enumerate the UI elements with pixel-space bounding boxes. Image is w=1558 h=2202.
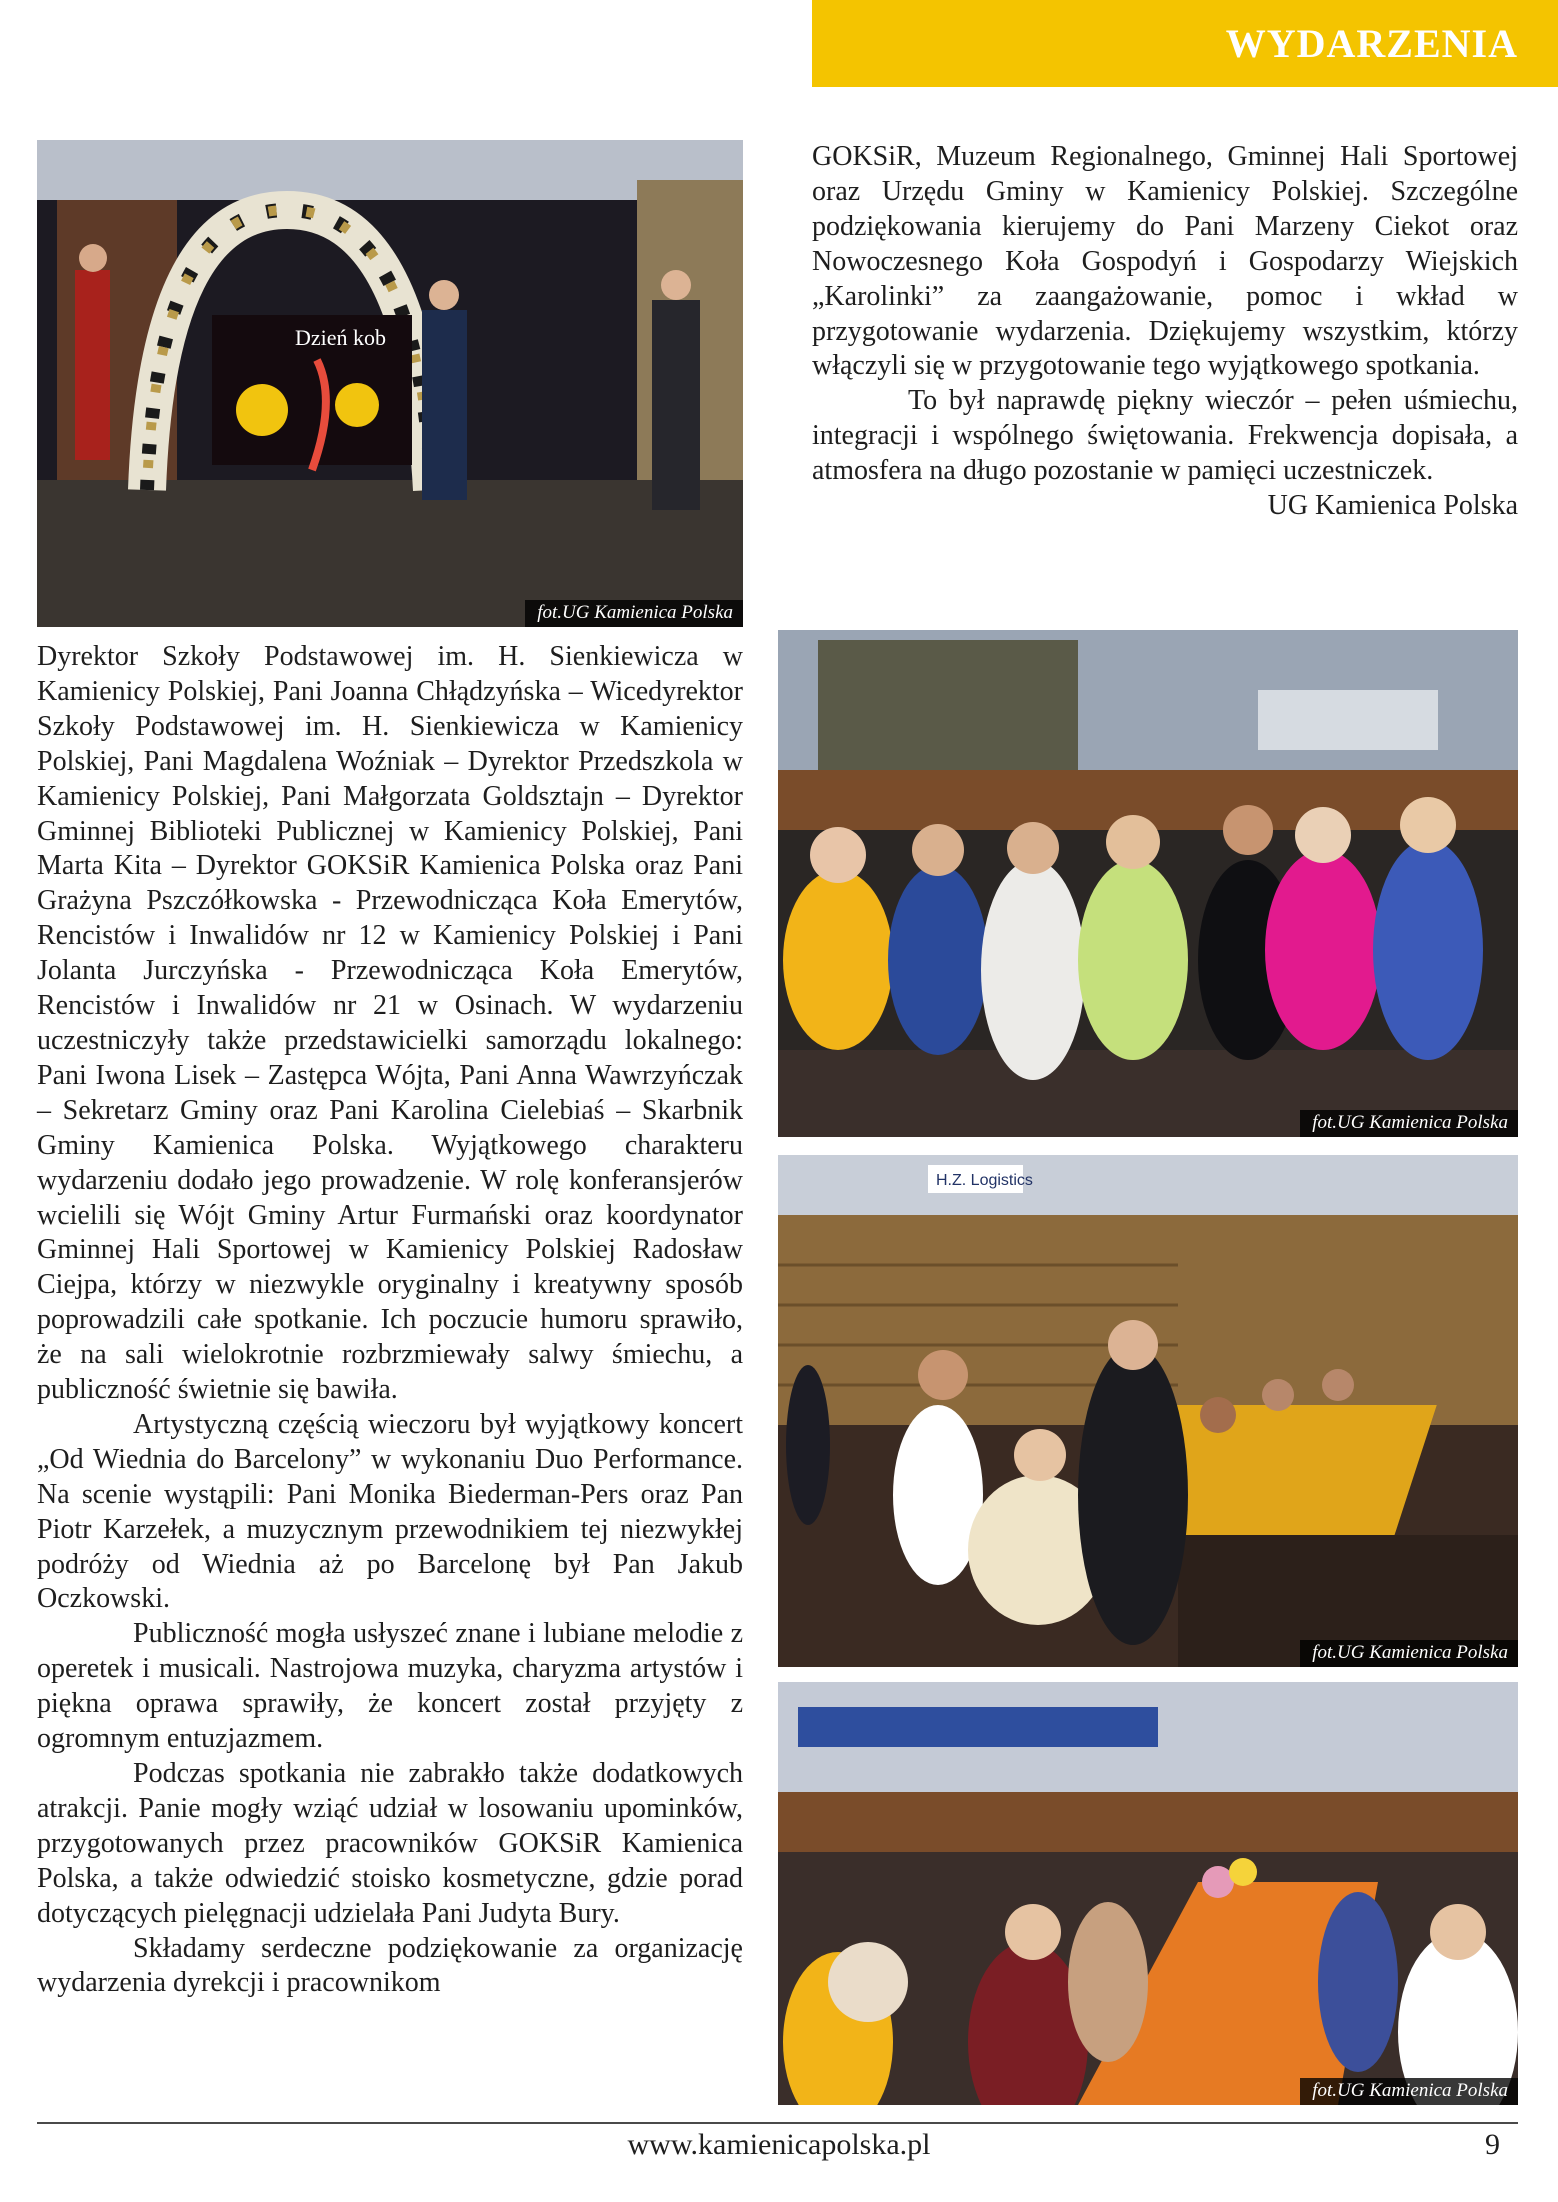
tables-photo-illustration: [778, 1682, 1518, 2105]
photo-guests-tables: [778, 1682, 1518, 2105]
section-title: WYDARZENIA: [1225, 21, 1518, 66]
hall-banner-text: H.Z. Logistics: [936, 1172, 1033, 1189]
section-header-tab: [812, 0, 1558, 87]
paragraph: To był naprawdę piękny wieczór – pełen uśmiechu, integracji i wspólnego świętowania. Frekwencja dopisała, a atmosfera na długo pozostanie w pamięci uczestniczek.: [812, 385, 1518, 487]
photo-credit: fot.UG Kamienica Polska: [525, 600, 743, 627]
footer-website-link[interactable]: www.kamienicapolska.pl: [627, 2128, 931, 2161]
left-column-text: [37, 640, 743, 2001]
photo-credit: fot.UG Kamienica Polska: [1300, 1110, 1518, 1137]
stage-photo-illustration: [37, 140, 743, 627]
footer-divider: [37, 2122, 1518, 2124]
stage-sign-text: Dzień kob: [295, 325, 387, 350]
article-signature: UG Kamienica Polska: [1267, 490, 1518, 522]
page-number: 9: [1485, 2128, 1500, 2161]
hall-photo-illustration: [778, 1155, 1518, 1667]
photo-stage: [37, 140, 743, 627]
paragraph: Publiczność mogła usłyszeć znane i lubiane melodie z operetek i musicali. Nastrojowa muzyka, charyzma artystów i piękna oprawa sprawiły, że koncert został przyjęty z ogromnym entuzjazmem.: [37, 1618, 743, 1755]
photo-hall-tables: [778, 1155, 1518, 1667]
photo-guests-group: [778, 630, 1518, 1137]
paragraph: Podczas spotkania nie zabrakło także dodatkowych atrakcji. Panie mogły wziąć udział w losowaniu upominków, przygotowanych przez pracowników GOKSiR Kamienica Polska, a także odwiedzić stoisko kosmetyczne, gdzie porad dotyczących pielęgnacji udzielała Pani Judyta Bury.: [37, 1758, 743, 1929]
right-column-text: [812, 140, 1518, 524]
photo-credit: fot.UG Kamienica Polska: [1300, 1640, 1518, 1667]
paragraph: Artystyczną częścią wieczoru był wyjątkowy koncert „Od Wiednia do Barcelony” w wykonaniu Duo Performance. Na scenie wystąpili: Pani Monika Biederman-Pers oraz Pan Piotr Karzełek, a muzycznym przewodnikiem tej niezwykłej podróży od Wiednia aż po Barcelonę był Pan Jakub Oczkowski.: [37, 1408, 743, 1615]
paragraph: Dyrektor Szkoły Podstawowej im. H. Sienkiewicza w Kamienicy Polskiej, Pani Joanna Chłądzyńska – Wicedyrektor Szkoły Podstawowej im. H. Sienkiewicza w Kamienicy Polskiej, Pani Magdalena Woźniak – Dyrektor Przedszkola w Kamienicy Polskiej, Pani Małgorzata Goldsztajn – Dyrektor Gminnej Biblioteki Publicznej w Kamienicy Polskiej, Pani Marta Kita – Dyrektor GOKSiR Kamienica Polska oraz Pani Grażyna Pszczółkowska - Przewodnicząca Koła Emerytów, Rencistów i Inwalidów nr 12 w Kamienicy Polskiej i Pani Jolanta Jurczyńska - Przewodnicząca Koła Emerytów, Rencistów i Inwalidów nr 21 w Osinach. W wydarzeniu uczestniczyły także przedstawicielki samorządu lokalnego: Pani Iwona Lisek – Zastępca Wójta, Pani Anna Wawrzyńczak – Sekretarz Gminy oraz Pani Karolina Cielebiaś – Skarbnik Gminy Kamienica Polska. Wyjątkowego charakteru wydarzeniu dodało jego prowadzenie. W rolę konferansjerów wcielili się Wójt Gminy Artur Furmański oraz koordynator Gminnej Hali Sportowej w Kamienicy Polskiej Radosław Ciejpa, którzy w niezwykle oryginalny i kreatywny sposób poprowadzili całe spotkanie. Ich poczucie humoru sprawiło, że na sali wielokrotnie rozbrzmiewały salwy śmiechu, a publiczność świetnie się bawiła.: [37, 641, 743, 1406]
photo-credit: fot.UG Kamienica Polska: [1300, 2078, 1518, 2105]
paragraph: GOKSiR, Muzeum Regionalnego, Gminnej Hali Sportowej oraz Urzędu Gminy w Kamienicy Polskiej. Szczególne podziękowania kierujemy do Pani Marzeny Ciekot oraz Nowoczesnego Koła Gospodyń i Gospodarzy Wiejskich „Karolinki” za zaangażowanie, pomoc i wkład w przygotowanie wydarzenia. Dziękujemy wszystkim, którzy włączyli się w przygotowanie tego wyjątkowego spotkania.: [812, 141, 1518, 382]
guests-photo-illustration: [778, 630, 1518, 1137]
paragraph: Składamy serdeczne podziękowanie za organizację wydarzenia dyrekcji i pracownikom: [37, 1932, 743, 1999]
